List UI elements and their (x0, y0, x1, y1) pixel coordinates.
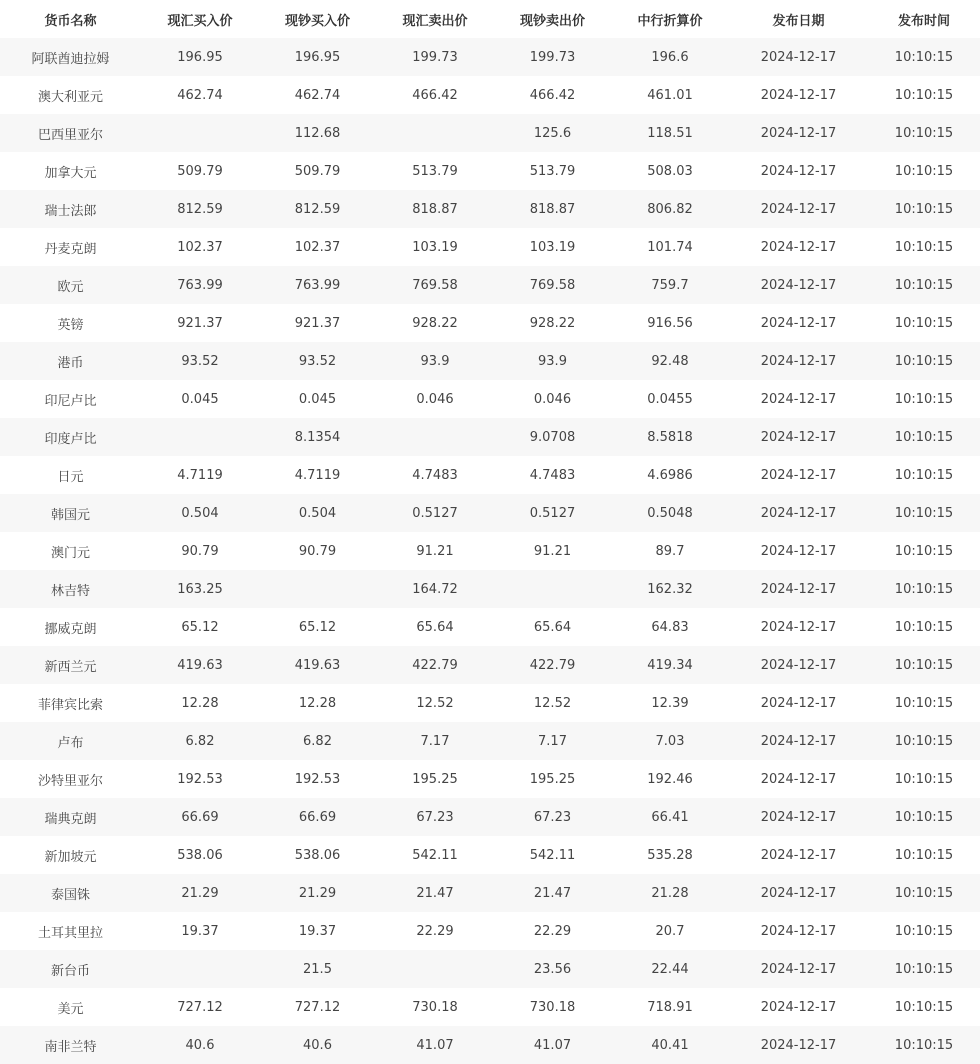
header-publish-time: 发布时间 (868, 0, 980, 38)
spot-buy-cell: 66.69 (141, 798, 259, 836)
spot-sell-cell: 7.17 (376, 722, 494, 760)
cash-buy-cell (259, 570, 376, 608)
table-row (0, 836, 980, 874)
publish-time-cell: 10:10:15 (868, 114, 980, 152)
table-row (0, 190, 980, 228)
cash-sell-cell: 9.0708 (494, 418, 611, 456)
currency-name-cell: 瑞典克朗 (0, 798, 141, 836)
table-row (0, 722, 980, 760)
spot-sell-cell: 513.79 (376, 152, 494, 190)
publish-date-cell: 2024-12-17 (729, 228, 868, 266)
cash-sell-cell: 199.73 (494, 38, 611, 76)
spot-buy-cell: 196.95 (141, 38, 259, 76)
boc-rate-cell: 192.46 (611, 760, 729, 798)
spot-buy-cell: 921.37 (141, 304, 259, 342)
cash-sell-cell: 23.56 (494, 950, 611, 988)
table-row (0, 418, 980, 456)
table-header (0, 0, 980, 38)
spot-buy-cell: 102.37 (141, 228, 259, 266)
publish-time-cell: 10:10:15 (868, 304, 980, 342)
boc-rate-cell: 759.7 (611, 266, 729, 304)
spot-sell-cell: 4.7483 (376, 456, 494, 494)
publish-time-cell: 10:10:15 (868, 228, 980, 266)
cash-buy-cell: 40.6 (259, 1026, 376, 1064)
publish-time-cell: 10:10:15 (868, 722, 980, 760)
currency-name-cell: 阿联酋迪拉姆 (0, 38, 141, 76)
cash-sell-cell: 928.22 (494, 304, 611, 342)
publish-time-cell: 10:10:15 (868, 798, 980, 836)
publish-time-cell: 10:10:15 (868, 570, 980, 608)
header-currency-name: 货币名称 (0, 0, 141, 38)
boc-rate-cell: 806.82 (611, 190, 729, 228)
spot-buy-cell: 12.28 (141, 684, 259, 722)
table-row (0, 266, 980, 304)
currency-name-cell: 泰国铢 (0, 874, 141, 912)
publish-date-cell: 2024-12-17 (729, 684, 868, 722)
spot-buy-cell: 65.12 (141, 608, 259, 646)
cash-buy-cell: 812.59 (259, 190, 376, 228)
cash-sell-cell: 21.47 (494, 874, 611, 912)
currency-name-cell: 新西兰元 (0, 646, 141, 684)
spot-sell-cell: 65.64 (376, 608, 494, 646)
spot-buy-cell: 538.06 (141, 836, 259, 874)
spot-sell-cell: 542.11 (376, 836, 494, 874)
spot-buy-cell: 419.63 (141, 646, 259, 684)
cash-buy-cell: 66.69 (259, 798, 376, 836)
publish-date-cell: 2024-12-17 (729, 152, 868, 190)
spot-buy-cell (141, 114, 259, 152)
spot-sell-cell: 67.23 (376, 798, 494, 836)
spot-buy-cell: 509.79 (141, 152, 259, 190)
currency-name-cell: 澳大利亚元 (0, 76, 141, 114)
spot-buy-cell: 163.25 (141, 570, 259, 608)
boc-rate-cell: 916.56 (611, 304, 729, 342)
table-row (0, 380, 980, 418)
boc-rate-cell: 21.28 (611, 874, 729, 912)
cash-buy-cell: 0.504 (259, 494, 376, 532)
publish-time-cell: 10:10:15 (868, 874, 980, 912)
table-row (0, 874, 980, 912)
publish-date-cell: 2024-12-17 (729, 418, 868, 456)
publish-time-cell: 10:10:15 (868, 950, 980, 988)
spot-sell-cell: 21.47 (376, 874, 494, 912)
publish-date-cell: 2024-12-17 (729, 836, 868, 874)
cash-sell-cell: 466.42 (494, 76, 611, 114)
spot-sell-cell (376, 418, 494, 456)
table-row (0, 912, 980, 950)
cash-buy-cell: 462.74 (259, 76, 376, 114)
spot-buy-cell (141, 950, 259, 988)
cash-buy-cell: 21.29 (259, 874, 376, 912)
table-row (0, 1026, 980, 1064)
table-row (0, 608, 980, 646)
publish-date-cell: 2024-12-17 (729, 798, 868, 836)
publish-date-cell: 2024-12-17 (729, 988, 868, 1026)
cash-buy-cell: 509.79 (259, 152, 376, 190)
currency-name-cell: 新加坡元 (0, 836, 141, 874)
publish-time-cell: 10:10:15 (868, 646, 980, 684)
cash-sell-cell: 41.07 (494, 1026, 611, 1064)
boc-rate-cell: 162.32 (611, 570, 729, 608)
publish-date-cell: 2024-12-17 (729, 570, 868, 608)
cash-buy-cell: 4.7119 (259, 456, 376, 494)
currency-name-cell: 美元 (0, 988, 141, 1026)
spot-sell-cell: 164.72 (376, 570, 494, 608)
cash-buy-cell: 763.99 (259, 266, 376, 304)
publish-time-cell: 10:10:15 (868, 418, 980, 456)
cash-buy-cell: 8.1354 (259, 418, 376, 456)
publish-date-cell: 2024-12-17 (729, 646, 868, 684)
publish-date-cell: 2024-12-17 (729, 760, 868, 798)
currency-name-cell: 菲律宾比索 (0, 684, 141, 722)
table-row (0, 152, 980, 190)
spot-buy-cell: 812.59 (141, 190, 259, 228)
publish-date-cell: 2024-12-17 (729, 912, 868, 950)
publish-date-cell: 2024-12-17 (729, 608, 868, 646)
cash-buy-cell: 419.63 (259, 646, 376, 684)
cash-sell-cell: 93.9 (494, 342, 611, 380)
table-row (0, 950, 980, 988)
table-row (0, 38, 980, 76)
spot-buy-cell: 192.53 (141, 760, 259, 798)
publish-time-cell: 10:10:15 (868, 494, 980, 532)
boc-rate-cell: 4.6986 (611, 456, 729, 494)
cash-sell-cell: 22.29 (494, 912, 611, 950)
cash-buy-cell: 196.95 (259, 38, 376, 76)
table-row (0, 798, 980, 836)
cash-buy-cell: 727.12 (259, 988, 376, 1026)
boc-rate-cell: 718.91 (611, 988, 729, 1026)
publish-time-cell: 10:10:15 (868, 76, 980, 114)
currency-name-cell: 港币 (0, 342, 141, 380)
spot-sell-cell: 93.9 (376, 342, 494, 380)
cash-buy-cell: 112.68 (259, 114, 376, 152)
cash-sell-cell: 195.25 (494, 760, 611, 798)
spot-sell-cell (376, 114, 494, 152)
header-publish-date: 发布日期 (729, 0, 868, 38)
spot-sell-cell: 199.73 (376, 38, 494, 76)
cash-sell-cell: 818.87 (494, 190, 611, 228)
boc-rate-cell: 7.03 (611, 722, 729, 760)
spot-sell-cell: 195.25 (376, 760, 494, 798)
publish-date-cell: 2024-12-17 (729, 532, 868, 570)
publish-date-cell: 2024-12-17 (729, 494, 868, 532)
cash-buy-cell: 0.045 (259, 380, 376, 418)
table-row (0, 570, 980, 608)
table-row (0, 342, 980, 380)
table-row (0, 114, 980, 152)
spot-buy-cell: 4.7119 (141, 456, 259, 494)
cash-buy-cell: 921.37 (259, 304, 376, 342)
table-row (0, 456, 980, 494)
currency-name-cell: 瑞士法郎 (0, 190, 141, 228)
boc-rate-cell: 20.7 (611, 912, 729, 950)
cash-sell-cell: 542.11 (494, 836, 611, 874)
publish-time-cell: 10:10:15 (868, 988, 980, 1026)
cash-buy-cell: 90.79 (259, 532, 376, 570)
cash-buy-cell: 192.53 (259, 760, 376, 798)
spot-buy-cell: 93.52 (141, 342, 259, 380)
header-cash-sell: 现钞卖出价 (494, 0, 611, 38)
boc-rate-cell: 66.41 (611, 798, 729, 836)
publish-time-cell: 10:10:15 (868, 1026, 980, 1064)
currency-name-cell: 丹麦克朗 (0, 228, 141, 266)
publish-date-cell: 2024-12-17 (729, 874, 868, 912)
header-spot-sell: 现汇卖出价 (376, 0, 494, 38)
boc-rate-cell: 0.5048 (611, 494, 729, 532)
currency-name-cell: 加拿大元 (0, 152, 141, 190)
currency-name-cell: 挪威克朗 (0, 608, 141, 646)
publish-date-cell: 2024-12-17 (729, 950, 868, 988)
cash-sell-cell: 4.7483 (494, 456, 611, 494)
boc-rate-cell: 118.51 (611, 114, 729, 152)
currency-name-cell: 沙特里亚尔 (0, 760, 141, 798)
spot-buy-cell: 19.37 (141, 912, 259, 950)
spot-sell-cell: 91.21 (376, 532, 494, 570)
currency-name-cell: 印度卢比 (0, 418, 141, 456)
table-row (0, 228, 980, 266)
cash-sell-cell: 422.79 (494, 646, 611, 684)
spot-buy-cell: 90.79 (141, 532, 259, 570)
spot-sell-cell: 818.87 (376, 190, 494, 228)
publish-time-cell: 10:10:15 (868, 760, 980, 798)
spot-buy-cell: 727.12 (141, 988, 259, 1026)
publish-date-cell: 2024-12-17 (729, 190, 868, 228)
publish-time-cell: 10:10:15 (868, 152, 980, 190)
publish-time-cell: 10:10:15 (868, 38, 980, 76)
currency-name-cell: 欧元 (0, 266, 141, 304)
publish-time-cell: 10:10:15 (868, 912, 980, 950)
currency-name-cell: 韩国元 (0, 494, 141, 532)
boc-rate-cell: 64.83 (611, 608, 729, 646)
cash-buy-cell: 93.52 (259, 342, 376, 380)
spot-buy-cell: 0.504 (141, 494, 259, 532)
boc-rate-cell: 101.74 (611, 228, 729, 266)
table-body (0, 38, 980, 1064)
publish-time-cell: 10:10:15 (868, 836, 980, 874)
currency-name-cell: 林吉特 (0, 570, 141, 608)
currency-name-cell: 卢布 (0, 722, 141, 760)
boc-rate-cell: 89.7 (611, 532, 729, 570)
cash-buy-cell: 19.37 (259, 912, 376, 950)
table-row (0, 988, 980, 1026)
publish-date-cell: 2024-12-17 (729, 304, 868, 342)
currency-name-cell: 新台币 (0, 950, 141, 988)
spot-sell-cell: 422.79 (376, 646, 494, 684)
boc-rate-cell: 0.0455 (611, 380, 729, 418)
cash-buy-cell: 21.5 (259, 950, 376, 988)
spot-buy-cell: 21.29 (141, 874, 259, 912)
publish-date-cell: 2024-12-17 (729, 342, 868, 380)
cash-sell-cell: 769.58 (494, 266, 611, 304)
cash-sell-cell: 0.5127 (494, 494, 611, 532)
table-row (0, 494, 980, 532)
cash-sell-cell: 0.046 (494, 380, 611, 418)
publish-time-cell: 10:10:15 (868, 380, 980, 418)
cash-sell-cell: 513.79 (494, 152, 611, 190)
spot-sell-cell (376, 950, 494, 988)
cash-sell-cell: 730.18 (494, 988, 611, 1026)
cash-buy-cell: 6.82 (259, 722, 376, 760)
publish-time-cell: 10:10:15 (868, 190, 980, 228)
spot-sell-cell: 41.07 (376, 1026, 494, 1064)
currency-name-cell: 巴西里亚尔 (0, 114, 141, 152)
publish-time-cell: 10:10:15 (868, 342, 980, 380)
spot-sell-cell: 0.046 (376, 380, 494, 418)
publish-time-cell: 10:10:15 (868, 684, 980, 722)
cash-sell-cell: 67.23 (494, 798, 611, 836)
cash-sell-cell: 103.19 (494, 228, 611, 266)
cash-sell-cell: 65.64 (494, 608, 611, 646)
header-boc-rate: 中行折算价 (611, 0, 729, 38)
publish-time-cell: 10:10:15 (868, 266, 980, 304)
boc-rate-cell: 508.03 (611, 152, 729, 190)
currency-name-cell: 土耳其里拉 (0, 912, 141, 950)
currency-name-cell: 日元 (0, 456, 141, 494)
table-row (0, 532, 980, 570)
spot-sell-cell: 769.58 (376, 266, 494, 304)
currency-name-cell: 南非兰特 (0, 1026, 141, 1064)
spot-sell-cell: 103.19 (376, 228, 494, 266)
spot-sell-cell: 928.22 (376, 304, 494, 342)
publish-time-cell: 10:10:15 (868, 456, 980, 494)
cash-sell-cell (494, 570, 611, 608)
publish-date-cell: 2024-12-17 (729, 722, 868, 760)
boc-rate-cell: 8.5818 (611, 418, 729, 456)
spot-buy-cell: 462.74 (141, 76, 259, 114)
boc-rate-cell: 461.01 (611, 76, 729, 114)
spot-sell-cell: 730.18 (376, 988, 494, 1026)
header-cash-buy: 现钞买入价 (259, 0, 376, 38)
header-row (0, 0, 980, 38)
boc-rate-cell: 535.28 (611, 836, 729, 874)
cash-sell-cell: 91.21 (494, 532, 611, 570)
spot-sell-cell: 12.52 (376, 684, 494, 722)
boc-rate-cell: 92.48 (611, 342, 729, 380)
publish-date-cell: 2024-12-17 (729, 266, 868, 304)
publish-date-cell: 2024-12-17 (729, 380, 868, 418)
spot-buy-cell: 40.6 (141, 1026, 259, 1064)
publish-date-cell: 2024-12-17 (729, 114, 868, 152)
publish-date-cell: 2024-12-17 (729, 76, 868, 114)
boc-rate-cell: 22.44 (611, 950, 729, 988)
currency-name-cell: 英镑 (0, 304, 141, 342)
cash-sell-cell: 125.6 (494, 114, 611, 152)
cash-sell-cell: 7.17 (494, 722, 611, 760)
currency-name-cell: 澳门元 (0, 532, 141, 570)
spot-buy-cell: 6.82 (141, 722, 259, 760)
spot-sell-cell: 0.5127 (376, 494, 494, 532)
cash-buy-cell: 12.28 (259, 684, 376, 722)
cash-buy-cell: 65.12 (259, 608, 376, 646)
spot-sell-cell: 22.29 (376, 912, 494, 950)
spot-sell-cell: 466.42 (376, 76, 494, 114)
boc-rate-cell: 12.39 (611, 684, 729, 722)
boc-rate-cell: 419.34 (611, 646, 729, 684)
publish-date-cell: 2024-12-17 (729, 1026, 868, 1064)
table-row (0, 304, 980, 342)
spot-buy-cell: 0.045 (141, 380, 259, 418)
table-row (0, 646, 980, 684)
table-row (0, 684, 980, 722)
publish-time-cell: 10:10:15 (868, 532, 980, 570)
table-row (0, 76, 980, 114)
currency-name-cell: 印尼卢比 (0, 380, 141, 418)
spot-buy-cell (141, 418, 259, 456)
header-spot-buy: 现汇买入价 (141, 0, 259, 38)
publish-date-cell: 2024-12-17 (729, 38, 868, 76)
cash-sell-cell: 12.52 (494, 684, 611, 722)
publish-time-cell: 10:10:15 (868, 608, 980, 646)
cash-buy-cell: 102.37 (259, 228, 376, 266)
publish-date-cell: 2024-12-17 (729, 456, 868, 494)
boc-rate-cell: 40.41 (611, 1026, 729, 1064)
boc-rate-cell: 196.6 (611, 38, 729, 76)
cash-buy-cell: 538.06 (259, 836, 376, 874)
spot-buy-cell: 763.99 (141, 266, 259, 304)
table-row (0, 760, 980, 798)
